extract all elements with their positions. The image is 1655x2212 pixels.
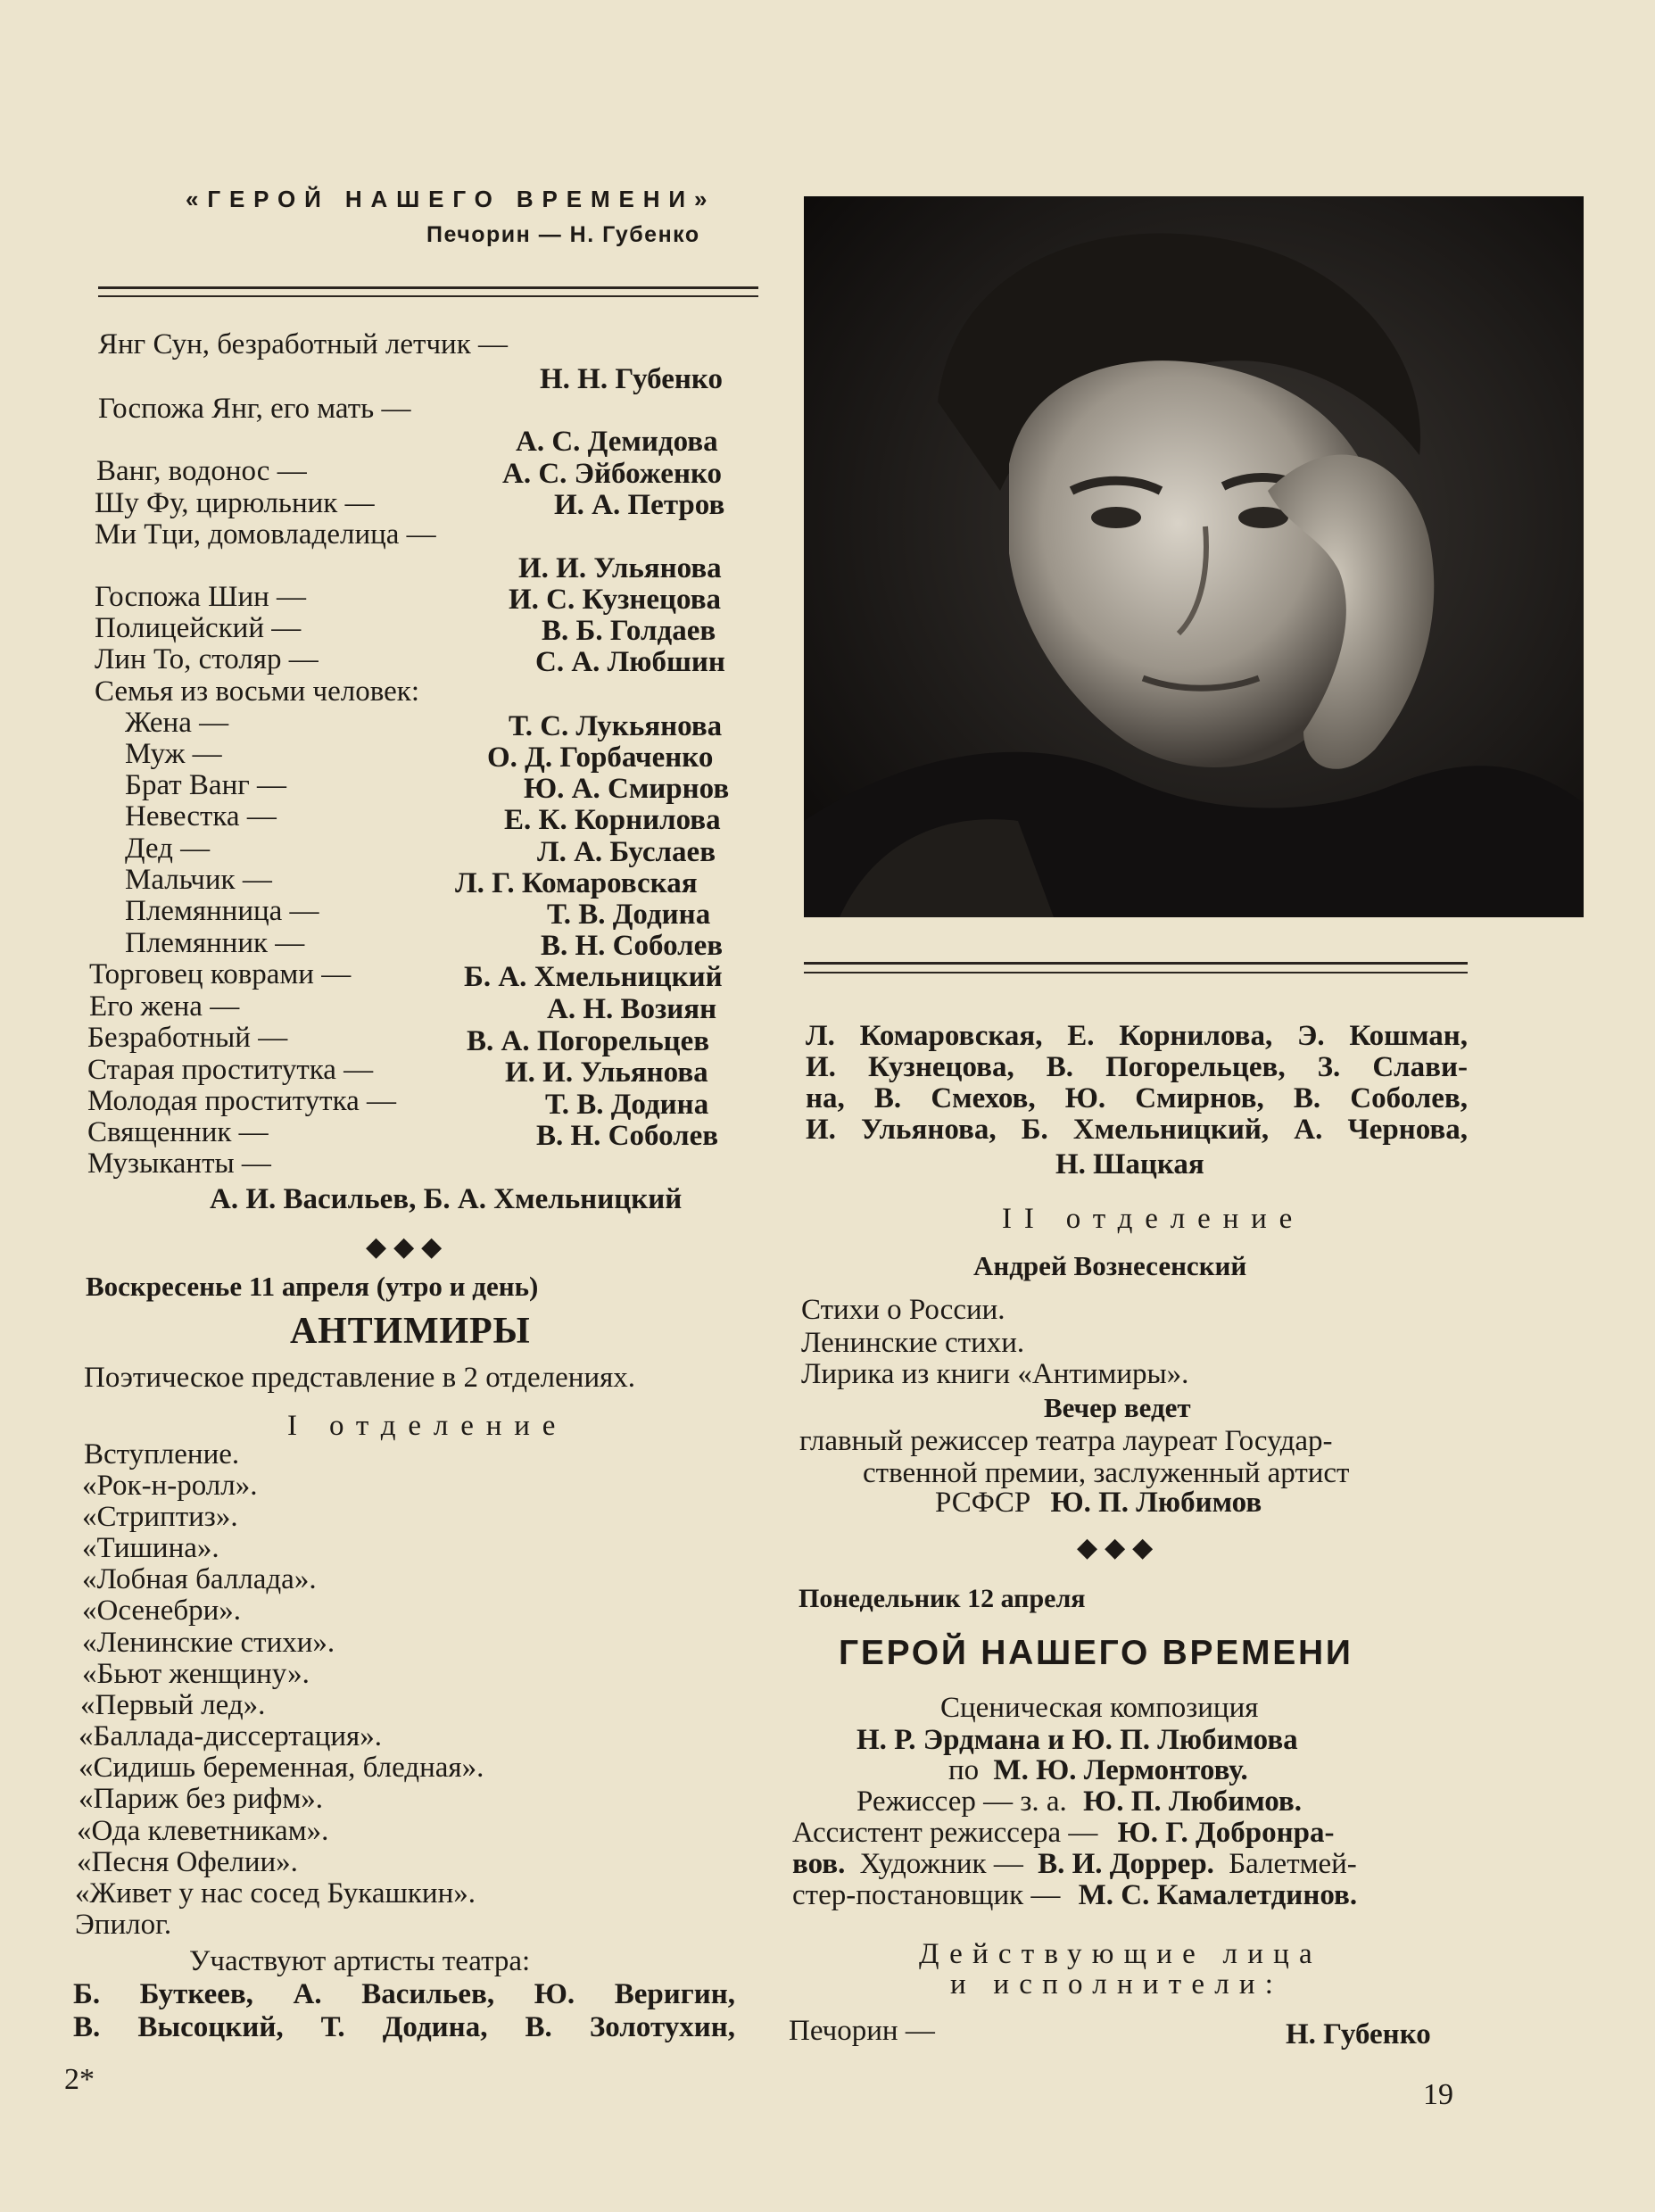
antimiry-subtitle: Поэтическое представление в 2 отделениях. xyxy=(84,1362,636,1394)
cast-role: Шу Фу, цирюльник — xyxy=(95,487,375,519)
participants-line: Б. Буткеев, А. Васильев, Ю. Веригин, xyxy=(73,1978,735,2010)
geroy-artist-line xyxy=(792,1848,1357,1880)
ornament-diamonds: ◆◆◆ xyxy=(1077,1532,1161,1563)
cast-actor: И. А. Петров xyxy=(554,489,725,521)
cast-role: Племянник — xyxy=(125,927,305,959)
host-line: главный режиссер театра лауреат Государ- xyxy=(799,1425,1333,1457)
header-subtitle: Печорин — Н. Губенко xyxy=(426,222,700,247)
cast-actor: Н. Н. Губенко xyxy=(540,363,723,395)
program-item: «Осенебри». xyxy=(82,1595,242,1627)
cast-role: Жена — xyxy=(125,707,229,739)
geroy-assistant-line xyxy=(792,1817,1334,1849)
geroy-assistant-name-cont: вов. xyxy=(792,1848,846,1880)
geroy-assistant-name: Ю. Г. Добронра- xyxy=(1117,1817,1335,1849)
program-item: «Рок-н-ролл». xyxy=(82,1470,258,1502)
photo-rule-bottom xyxy=(804,972,1468,973)
antimiry-part1-heading: I отделение xyxy=(287,1410,568,1442)
cast-role: Ванг, водонос — xyxy=(96,455,307,487)
cast-role: Старая проститутка — xyxy=(87,1054,374,1086)
geroy-actor: Н. Губенко xyxy=(1286,2018,1431,2050)
geroy-ballet-name: М. С. Камалетдинов. xyxy=(1078,1879,1358,1911)
cast-actor: А. С. Демидова xyxy=(516,426,718,458)
participants-intro: Участвуют артисты театра: xyxy=(189,1945,531,1977)
cast-actor: Т. С. Лукьянова xyxy=(509,710,723,742)
cast-actor: Б. А. Хмельницкий xyxy=(464,961,723,993)
geroy-title: ГЕРОЙ НАШЕГО ВРЕМЕНИ xyxy=(839,1634,1353,1672)
cast-group-heading: Семья из восьми человек: xyxy=(95,675,419,708)
signature-mark: 2* xyxy=(64,2063,95,2096)
geroy-composition-label: Сценическая композиция xyxy=(940,1692,1259,1724)
cast-role: Молодая проститутка — xyxy=(87,1085,397,1117)
geroy-characters-subheading: и исполнители: xyxy=(950,1968,1284,2001)
geroy-director-line xyxy=(856,1785,1302,1818)
program-item: Эпилог. xyxy=(75,1909,172,1941)
cast-role: Дед — xyxy=(125,833,211,865)
host-line: ственной премии, заслуженный артист xyxy=(863,1457,1350,1489)
antimiry-author: Андрей Вознесенский xyxy=(973,1250,1247,1281)
program-item: «Баллада-диссертация». xyxy=(79,1720,382,1752)
geroy-director-prefix: Режиссер — з. а. xyxy=(856,1785,1067,1818)
program-item: «Бьют женщину». xyxy=(82,1658,310,1690)
participants-line: Н. Шацкая xyxy=(1055,1148,1204,1181)
cast-actor: С. А. Любшин xyxy=(535,646,725,678)
cast-actor: Т. В. Додина xyxy=(547,899,711,931)
geroy-role: Печорин — xyxy=(789,2015,935,2047)
antimiry-part2-heading: II отделение xyxy=(1002,1203,1305,1235)
cast-actor: А. Н. Возиян xyxy=(547,993,717,1025)
geroy-date: Понедельник 12 апреля xyxy=(799,1584,1086,1613)
cast-actor: В. А. Погорельцев xyxy=(467,1025,710,1057)
geroy-ballet-line xyxy=(792,1879,1357,1911)
ornament-diamonds: ◆◆◆ xyxy=(366,1231,450,1263)
cast-actor: Л. Г. Комаровская xyxy=(455,867,698,899)
cast-actor: И. И. Ульянова xyxy=(518,552,722,584)
cast-role: Брат Ванг — xyxy=(125,769,287,801)
cast-role: Госпожа Шин — xyxy=(95,581,307,613)
geroy-after-prefix: по xyxy=(948,1754,980,1786)
geroy-characters-heading: Действующие лица xyxy=(919,1938,1322,1970)
host-name-prefix: РСФСР xyxy=(935,1487,1031,1519)
cast-role: Муж — xyxy=(125,738,222,770)
geroy-director-name: Ю. П. Любимов. xyxy=(1083,1785,1303,1818)
program-item: «Лобная баллада». xyxy=(82,1563,317,1595)
page-number: 19 xyxy=(1423,2078,1453,2111)
cast-role: Священник — xyxy=(87,1116,269,1148)
geroy-artist-prefix: Художник — xyxy=(859,1848,1023,1880)
participants-line: И. Кузнецова, В. Погорельцев, З. Слави- xyxy=(806,1051,1468,1083)
cast-actor: А. И. Васильев, Б. А. Хмельницкий xyxy=(210,1183,683,1215)
cast-actor: Т. В. Додина xyxy=(545,1089,709,1121)
geroy-ballet-prefix: стер-постановщик — xyxy=(792,1879,1061,1911)
geroy-after-name: М. Ю. Лермонтову. xyxy=(993,1754,1248,1786)
cast-actor: В. Н. Соболев xyxy=(541,930,724,962)
geroy-assistant-prefix: Ассистент режиссера — xyxy=(792,1817,1098,1849)
participants-line: Л. Комаровская, Е. Корнилова, Э. Кошман, xyxy=(806,1020,1468,1052)
cast-actor: В. Б. Голдаев xyxy=(542,615,716,647)
cast-role: Племянница — xyxy=(125,895,319,927)
cast-role: Госпожа Янг, его мать — xyxy=(98,393,411,425)
header-rule-top xyxy=(98,286,758,289)
cast-actor: О. Д. Горбаченко xyxy=(487,741,714,774)
cast-role: Безработный — xyxy=(87,1022,288,1054)
cast-actor: И. И. Ульянова xyxy=(505,1056,708,1089)
program-item: Вступление. xyxy=(84,1438,240,1471)
header-rule-bottom xyxy=(98,295,758,297)
portrait-silhouette xyxy=(804,196,1584,917)
photo-rule-top xyxy=(804,962,1468,965)
cast-actor: И. С. Кузнецова xyxy=(509,584,722,616)
cast-actor: А. С. Эйбоженко xyxy=(502,458,723,490)
program-item: «Стриптиз». xyxy=(82,1501,238,1533)
participants-line: И. Ульянова, Б. Хмельницкий, А. Чернова, xyxy=(806,1114,1468,1146)
host-title: Вечер ведет xyxy=(1044,1392,1191,1423)
geroy-artist-name: В. И. Доррер. xyxy=(1038,1848,1214,1880)
geroy-ballet-label: Балетмей- xyxy=(1229,1848,1357,1880)
antimiry-title: АНТИМИРЫ xyxy=(290,1311,531,1352)
cast-actor: Ю. А. Смирнов xyxy=(524,773,730,805)
cast-role: Мальчик — xyxy=(125,864,272,896)
cast-role: Полицейский — xyxy=(95,612,302,644)
cast-role: Торговец коврами — xyxy=(89,958,352,990)
cast-role: Лин То, столяр — xyxy=(95,643,319,675)
program-item: «Париж без рифм». xyxy=(79,1783,324,1815)
part2-item: Стихи о России. xyxy=(801,1294,1005,1326)
program-item: «Живет у нас сосед Букашкин». xyxy=(75,1877,476,1910)
host-name-line xyxy=(935,1487,1262,1519)
part2-item: Лирика из книги «Антимиры». xyxy=(801,1358,1189,1390)
program-item: «Ода клеветникам». xyxy=(77,1815,329,1847)
program-item: «Песня Офелии». xyxy=(77,1846,298,1878)
header-title: «ГЕРОЙ НАШЕГО ВРЕМЕНИ» xyxy=(186,186,716,212)
program-item: «Первый лед». xyxy=(80,1689,266,1721)
participants-line: В. Высоцкий, Т. Додина, В. Золотухин, xyxy=(73,2011,735,2043)
cast-actor: Е. К. Корнилова xyxy=(504,804,721,836)
program-item: «Сидишь беременная, бледная». xyxy=(79,1752,484,1784)
geroy-composition-authors: Н. Р. Эрдмана и Ю. П. Любимова xyxy=(856,1724,1298,1756)
cast-role: Невестка — xyxy=(125,800,277,833)
part2-item: Ленинские стихи. xyxy=(801,1327,1025,1359)
cast-actor: Л. А. Буслаев xyxy=(537,836,716,868)
cast-role: Музыканты — xyxy=(87,1147,271,1180)
geroy-after-line xyxy=(948,1754,1248,1786)
cast-actor: В. Н. Соболев xyxy=(536,1120,719,1152)
cast-role: Янг Сун, безработный летчик — xyxy=(98,328,508,360)
program-item: «Тишина». xyxy=(82,1532,219,1564)
cast-role: Его жена — xyxy=(89,990,240,1023)
cast-role: Ми Тци, домовладелица — xyxy=(95,518,436,551)
portrait-photo xyxy=(804,196,1584,917)
program-item: «Ленинские стихи». xyxy=(82,1627,335,1659)
host-name: Ю. П. Любимов xyxy=(1050,1487,1262,1519)
participants-line: на, В. Смехов, Ю. Смирнов, В. Соболев, xyxy=(806,1082,1468,1114)
antimiry-date: Воскресенье 11 апреля (утро и день) xyxy=(86,1271,539,1302)
